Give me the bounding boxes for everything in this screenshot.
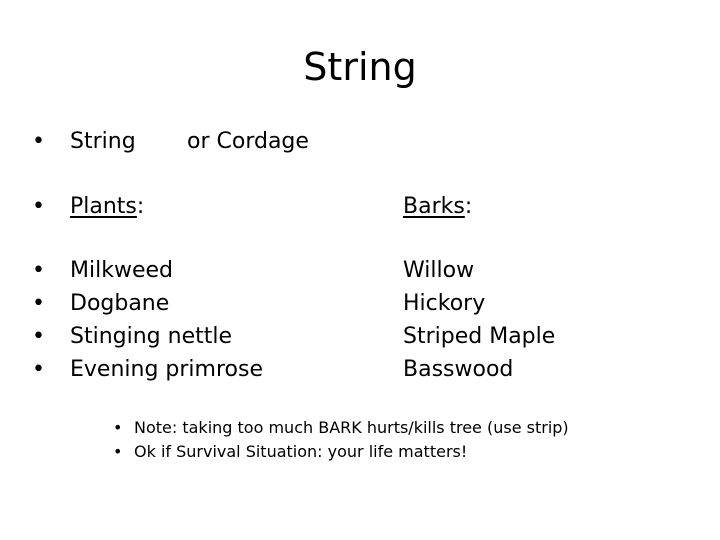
bark-item: Hickory [403,291,486,316]
bullet-icon: • [32,291,45,316]
bark-item: Striped Maple [403,324,556,349]
note-text: Note: taking too much BARK hurts/kills tree (use strip) [134,418,569,437]
barks-heading-colon: : [464,194,473,219]
bullet-icon: • [32,258,45,283]
plants-heading [70,193,144,221]
bullet-icon: • [32,357,45,382]
bark-item: Basswood [403,357,514,382]
string-label: String [70,129,136,154]
barks-heading-label: Barks [403,194,465,219]
plants-heading-colon: : [136,194,145,219]
plant-item: Stinging nettle [70,324,233,349]
barks-heading [403,193,472,221]
bullet-icon: • [32,194,45,219]
bullet-icon: • [113,418,123,437]
bullet-icon: • [113,442,123,461]
plants-heading-label: Plants [70,194,137,219]
plant-item: Milkweed [70,258,173,283]
plant-item: Dogbane [70,291,170,316]
cordage-label: or Cordage [187,129,309,154]
bark-item: Willow [403,258,475,283]
bullet-icon: • [32,129,45,154]
slide-title: String [303,45,417,89]
plant-item: Evening primrose [70,357,263,382]
bullet-icon: • [32,324,45,349]
note-text: Ok if Survival Situation: your life matters! [134,442,468,461]
